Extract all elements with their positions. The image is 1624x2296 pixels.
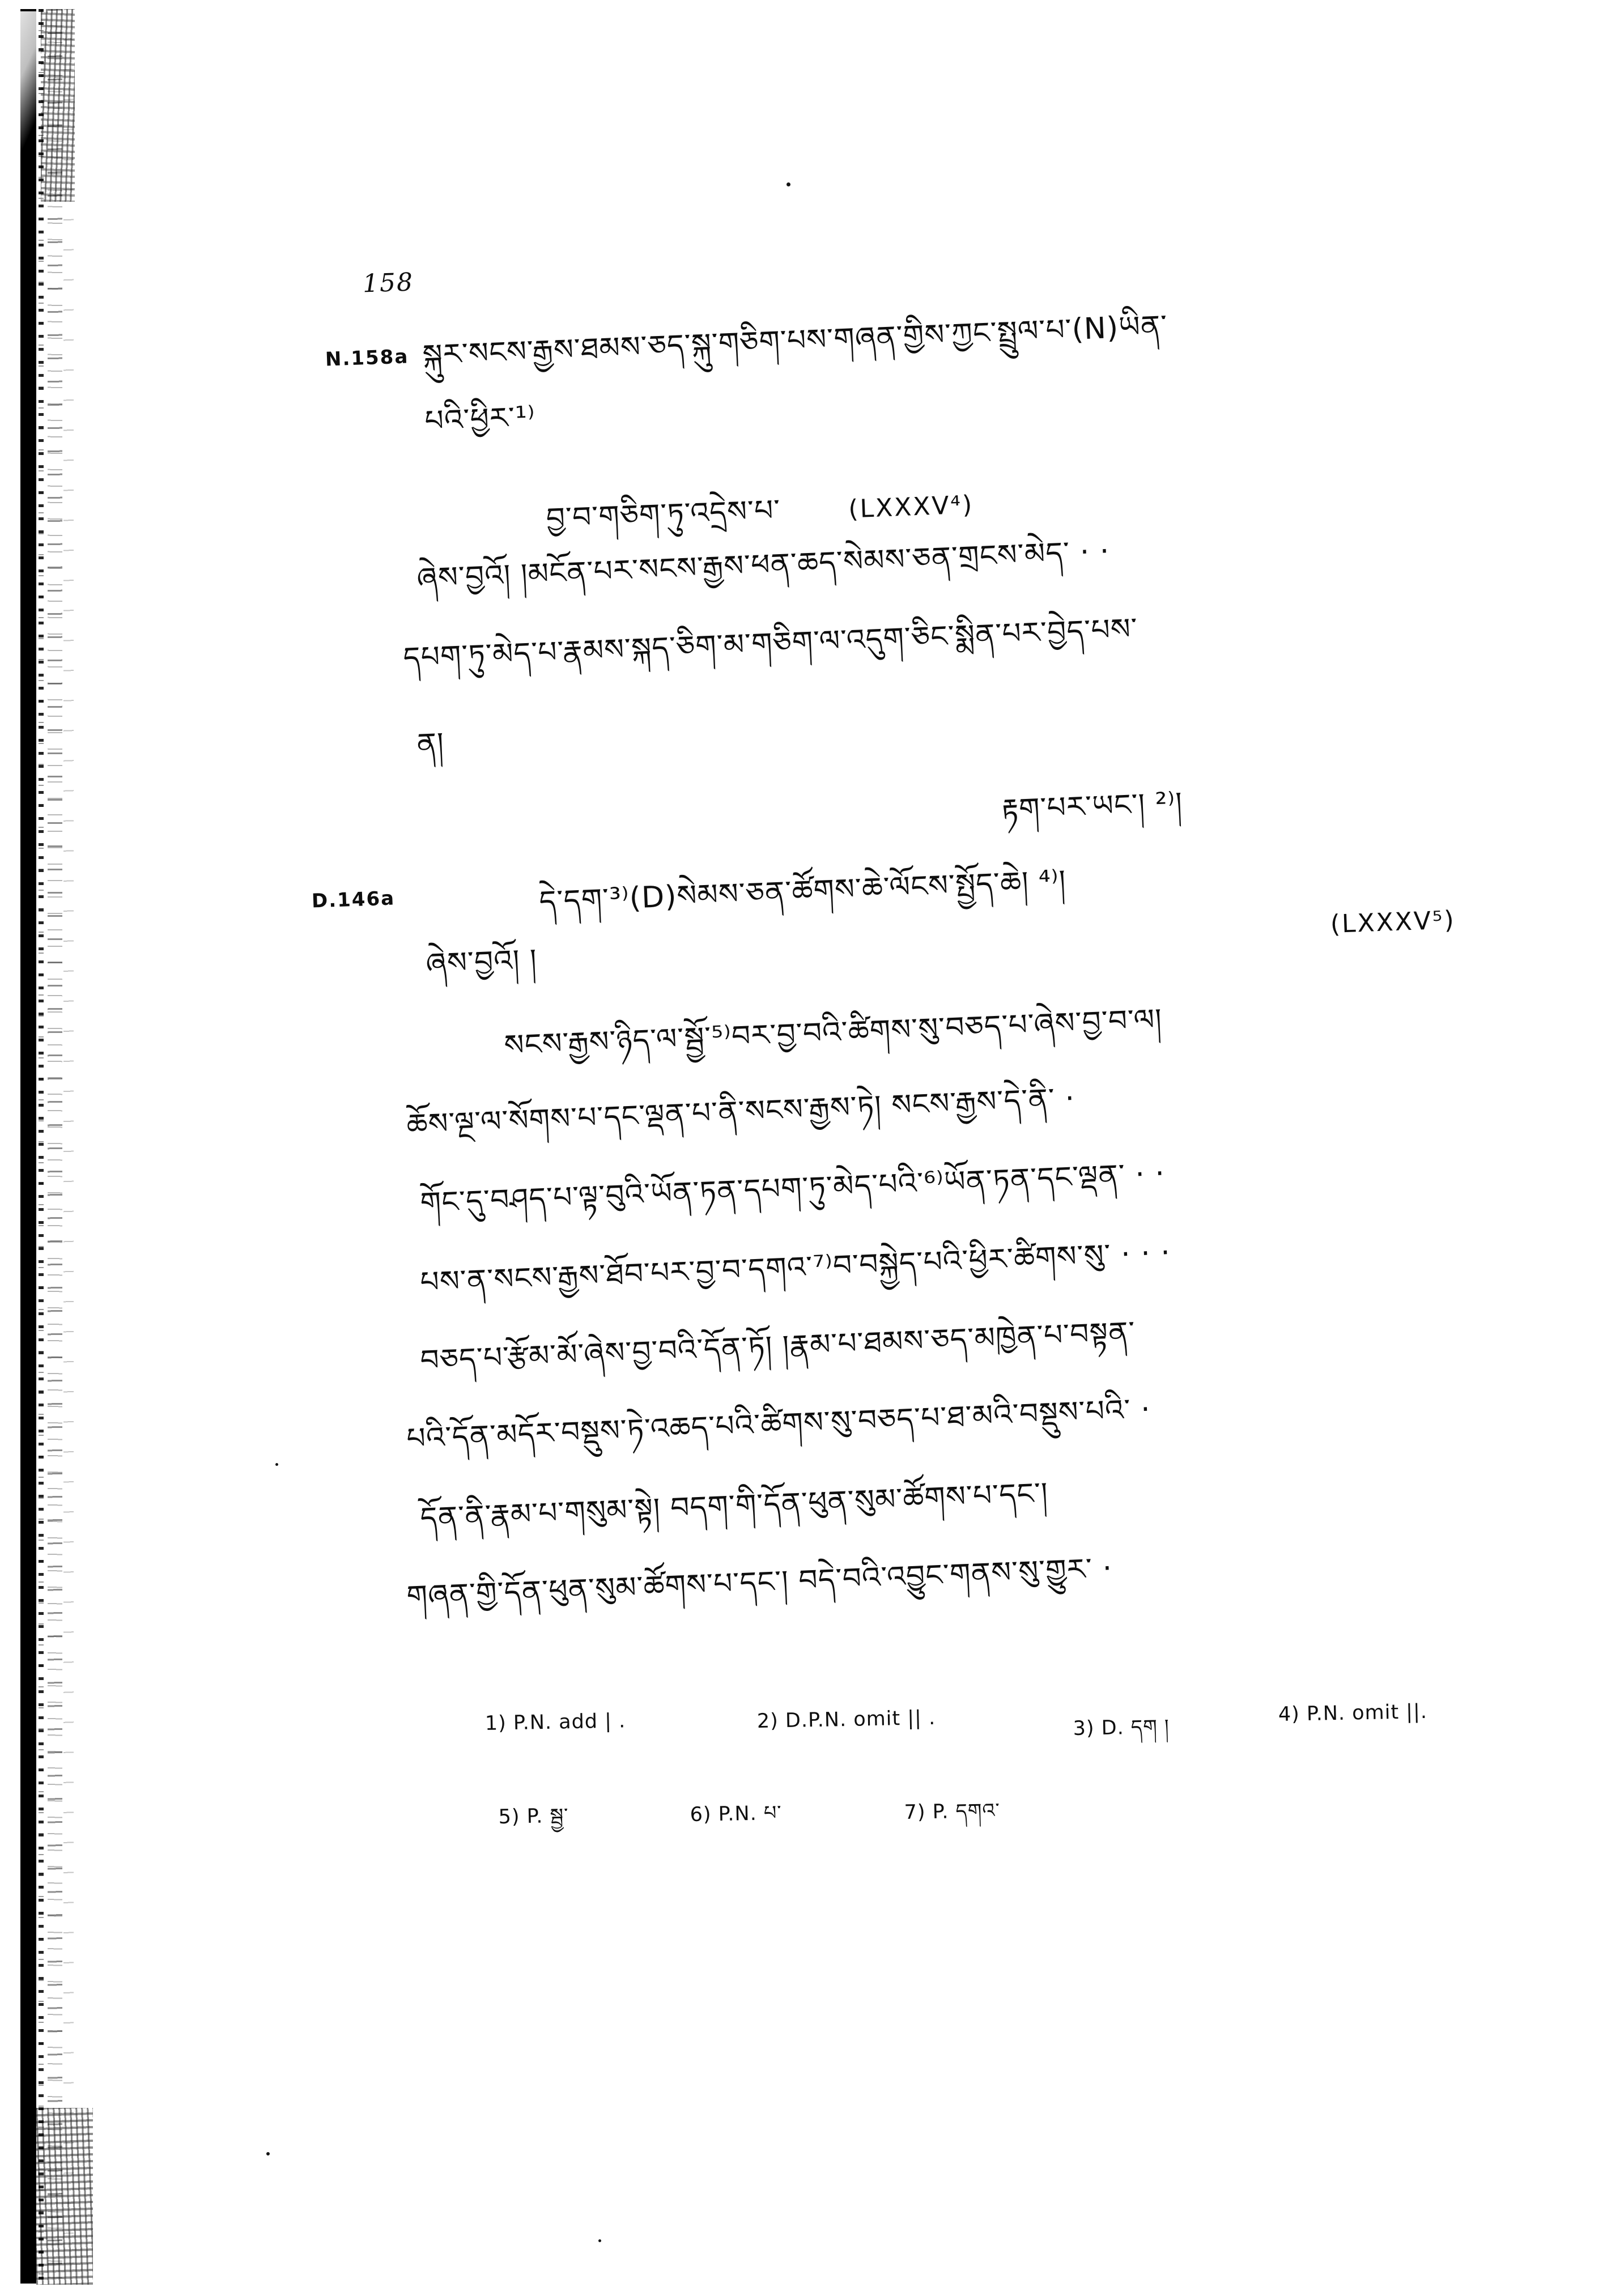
paragraph1-line2: དཔག་ཏུ་མེད་པ་རྣམས་སྐད་ཅིག་མ་གཅིག་ལ་འདུག་ཅིང་སྨིན་པར་བྱེད་པས་ <box>402 611 1139 675</box>
footnote-4: 4) P.N. omit ||. <box>1278 1700 1428 1726</box>
tibetan-line-2: པའི་ཕྱིར་¹⁾ <box>424 400 537 439</box>
paragraph1-line1: ཞེས་བྱའོ། །མངོན་པར་སངས་རྒྱས་ཕན་ཆད་སེམས་ཅན་གྲངས་མེད་ · · <box>416 534 1111 596</box>
folio-label-d146a: D.146a <box>311 887 396 913</box>
quote-line-right: རྟག་པར་ཡང་། ²⁾། <box>1001 786 1184 827</box>
footnote-2: 2) D.P.N. omit || . <box>756 1706 936 1733</box>
verse-number-lxxxv5: (LXXXV⁵) <box>1329 905 1456 939</box>
footnote-5: 5) P. སྦྱ་ <box>498 1804 569 1829</box>
paragraph2-line1: སངས་རྒྱས་ཉིད་ལ་སྦྱོ་⁵⁾བར་བྱ་བའི་ཚིགས་སུ་བཅད་པ་ཞེས་བྱ་བ་ལ། <box>503 1002 1163 1063</box>
footnote-6: 6) P.N. པ་ <box>690 1801 783 1826</box>
paragraph2-line7: དོན་ནི་རྣམ་པ་གསུམ་སྟེ། བདག་གི་དོན་ཕུན་སུམ་ཚོགས་པ་དང་། <box>419 1476 1049 1536</box>
paragraph2-line2: ཆོས་ལྔ་ལ་སོགས་པ་དང་ལྡན་པ་ནི་སངས་རྒྱས་ཏེ། སངས་རྒྱས་དེ་ནི་ · <box>406 1081 1076 1142</box>
binding-edge-wedge <box>16 11 39 181</box>
footnote-3: 3) D. དག ། <box>1073 1715 1170 1740</box>
scan-noise-column <box>63 9 74 2284</box>
paragraph2-line5: བཅད་པ་རྩོམ་མོ་ཞེས་བྱ་བའི་དོན་ཏོ། །རྣམ་པ་ཐམས་ཅད་མཁྱེན་པ་བསྟན་ <box>419 1315 1136 1378</box>
scan-noise-patch <box>41 9 75 202</box>
scan-noise-column <box>48 9 62 2284</box>
paragraph1-line3: ན། <box>416 726 445 762</box>
paragraph2-line6: པའི་དོན་མདོར་བསྡུས་ཏེ་འཆད་པའི་ཚིགས་སུ་བཅད་པ་ཐ་མའི་བསྡུས་པའི་ · <box>406 1392 1151 1456</box>
folio-label-n158a: N.158a <box>325 345 409 371</box>
scan-speck <box>787 182 790 186</box>
paragraph2-line4: པས་ན་སངས་རྒྱས་ཐོབ་པར་བྱ་བ་དགའ་⁷⁾བ་བསྐྱེད་པའི་ཕྱིར་ཚིགས་སུ་ · · · <box>419 1235 1172 1300</box>
page-number: 158 <box>362 267 414 299</box>
verse-heading-tibetan: བྱ་བ་གཅིག་ཏུ་འདྲེས་པ་ <box>545 493 781 536</box>
paragraph2-line3: གོང་དུ་བཤད་པ་ལྟ་བུའི་ཡོན་ཏན་དཔག་ཏུ་མེད་པའི་⁶⁾ཡོན་ཏན་དང་ལྡན་ · · <box>419 1156 1166 1221</box>
footnote-7: 7) P. དགའ་ <box>904 1799 1001 1824</box>
closing-formula-line: ཞེས་བྱའོ། ། <box>425 943 538 981</box>
tibetan-line-1: སྐུར་སངས་རྒྱས་ཐམས་ཅད་སྐུ་གཅིག་པས་གཞན་གྱིས་ཀྱང་སྤྲུལ་པ་(N)ཡིན་ <box>422 309 1168 373</box>
paragraph2-line8: གཞན་གྱི་དོན་ཕུན་སུམ་ཚོགས་པ་དང་། བདེ་བའི་འབྱུང་གནས་སུ་གྱུར་ · <box>406 1551 1113 1614</box>
scan-noise-column <box>39 9 44 2284</box>
binding-edge-band <box>20 9 36 2284</box>
scan-noise-patch <box>36 2108 93 2285</box>
verse-number-lxxxv4: (LXXXV⁴) <box>848 490 975 524</box>
scan-speck <box>598 2239 601 2242</box>
verse-line-d146a: དེ་དག་³⁾(D)སེམས་ཅན་ཚོགས་ཆེ་ལོངས་སྤྱོད་ཆེ། ⁴⁾། <box>538 864 1067 919</box>
scan-speck <box>275 1463 278 1466</box>
footnote-1: 1) P.N. add | . <box>484 1710 626 1735</box>
scan-speck <box>266 2152 270 2155</box>
